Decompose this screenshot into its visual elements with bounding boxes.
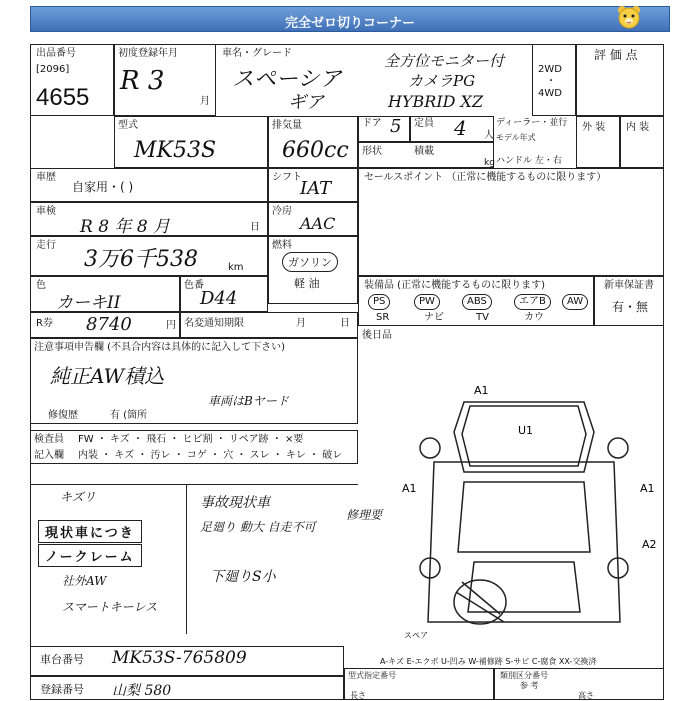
u1-mark: U1 [518, 424, 534, 437]
insp-stamp2: ノークレーム [38, 544, 142, 567]
equip-ps: PS [368, 294, 390, 310]
eval-label: 評 価 点 [594, 48, 638, 62]
int-label: 内 装 [626, 122, 650, 133]
fuel-value-text: ガソリン [288, 256, 332, 269]
drive-dot: ・ [546, 76, 556, 87]
reg-value: 山梨 580 [112, 683, 172, 699]
ext-label: 外 装 [582, 122, 606, 133]
legend: A-キズ E-エクボ U-凹み W-補修跡 S-サビ C-腐食 XX-交換済 [380, 657, 597, 666]
model-value: MK53S [134, 138, 217, 163]
recycle-label: R券 [36, 318, 53, 329]
class-label: 類別区分番号 [500, 671, 548, 680]
fuel-label: 燃料 [272, 240, 292, 251]
km-unit: km [228, 262, 244, 273]
notes-line1: 純正AW積込 [50, 364, 165, 388]
chassis-value: MK53S-765809 [112, 648, 247, 668]
later-items-label: 後日品 [362, 330, 392, 341]
disp-value: 660cc [282, 138, 349, 163]
colorno-value: D44 [200, 288, 238, 309]
insp-hw1: キズリ [60, 490, 96, 504]
entry-label: 記入欄 [34, 450, 64, 461]
tax-month: 月 [296, 318, 306, 329]
notes-line2: 車両はBヤード [208, 394, 289, 408]
cert-label: 型式指定番号 [348, 671, 396, 680]
equip-aw: AW [562, 294, 588, 310]
a1-top: A1 [474, 384, 489, 397]
mileage-label: 走行 [36, 240, 56, 251]
name-label: 車名・グレード [222, 48, 292, 59]
tax-label: 名変通知期限 [184, 318, 244, 329]
model-label: 型式 [118, 120, 138, 131]
fuel-value [282, 252, 338, 272]
first-reg-value: R 3 [120, 66, 165, 96]
equip-pw: PW [414, 294, 440, 310]
a1-right: A1 [640, 482, 655, 495]
sales-label: セールスポイント （正常に機能するものに限ります） [364, 172, 607, 183]
insp-hw3: スマートキーレス [62, 600, 158, 614]
history-cell [30, 168, 268, 202]
equip-airbag: エアB [514, 294, 551, 310]
model-year-label: モデル年式 [496, 133, 536, 142]
insp-box3: 修理要 [346, 508, 383, 522]
dealer-label: ディーラー・並行 [496, 118, 568, 128]
banner-title: 完全ゼロ切りコーナー [284, 16, 415, 31]
month-unit: 月 [200, 96, 210, 107]
equip-cow: カウ [524, 312, 544, 323]
insp-hw2: 社外AW [62, 574, 107, 588]
history-label: 車歴 [36, 172, 56, 183]
length-label: 長さ [350, 691, 366, 700]
new-label: 新車保証書 [604, 280, 654, 291]
first-reg-label: 初度登録年月 [118, 48, 178, 59]
lot-label: 出品番号 [36, 48, 76, 59]
inspect-value: R 8 年 8 月 [80, 217, 171, 237]
a1-left: A1 [402, 482, 417, 495]
shape-label: 形状 [362, 146, 382, 157]
a2-mark: A2 [642, 538, 657, 551]
check-row1: FW ・ キズ ・ 飛石 ・ ヒビ割 ・ リペア跡 ・ ×要 [78, 434, 304, 445]
insp-box2: 足廻り 動大 自走不可 [200, 520, 316, 534]
lot-sub: [2096] [36, 64, 70, 75]
day-unit: 日 [250, 222, 260, 233]
color-label: 色 [36, 280, 46, 291]
divider-inspection-mid [186, 484, 187, 634]
recycle-value: 8740 [86, 314, 132, 335]
note1: 全方位モニター付 [384, 52, 505, 70]
ac-label: 冷房 [272, 206, 292, 217]
name-value: スペーシア [232, 67, 342, 92]
history-value: 自家用・( ) [72, 180, 134, 194]
mileage-value: 3万6千538 [84, 247, 198, 272]
yen-unit: 円 [166, 320, 176, 331]
colorno-label: 色番 [184, 280, 204, 291]
handle-label: ハンドル 左・右 [496, 156, 562, 166]
notes-title: 注意事項申告欄 (不具合内容は具体的に記入して下さい) [34, 342, 285, 353]
mascot-bear-icon-right [614, 3, 644, 33]
cap-label: 定員 [414, 118, 434, 129]
car-diagram [384, 372, 664, 652]
chassis-label: 車台番号 [40, 653, 84, 666]
disp-label: 排気量 [272, 120, 302, 131]
door-value: 5 [390, 116, 402, 137]
inspect-label: 車検 [36, 206, 56, 217]
load-label: 積載 [414, 146, 434, 157]
lot-number: 4655 [36, 84, 90, 111]
grade-value: ギア [288, 92, 324, 113]
fuel-light: 軽 油 [294, 277, 320, 290]
note3: HYBRID XZ [388, 92, 484, 111]
sales-cell [358, 168, 664, 276]
new-value: 有・無 [612, 300, 649, 314]
reg-label: 登録番号 [40, 683, 84, 696]
insp-box4: 下廻りS小 [210, 569, 276, 585]
repair-label: 修復歴 [48, 410, 78, 421]
door-label: ドア [362, 118, 382, 129]
person-unit: 人 [484, 130, 494, 141]
tax-day: 日 [340, 318, 350, 329]
divider-inspection [30, 484, 358, 485]
cap-value: 4 [454, 116, 467, 140]
equip-tv: TV [476, 312, 489, 323]
drive-2wd: 2WD [538, 64, 562, 75]
spare-label: スペア [404, 631, 428, 640]
header-banner [30, 6, 670, 32]
insp-box1: 事故現状車 [200, 495, 270, 511]
equip-abs: ABS [462, 294, 492, 310]
drive-4wd: 4WD [538, 88, 562, 99]
color-value: カーキII [56, 293, 121, 313]
check-row2: 内装 ・ キズ ・ 汚レ ・ コゲ ・ 穴 ・ スレ ・ キレ ・ 破レ [78, 450, 343, 461]
inspector-label: 検査員 [34, 434, 64, 445]
shift-value: IAT [300, 178, 332, 199]
shift-label: シフト [272, 172, 302, 183]
kg-unit: kg [484, 158, 495, 168]
ref-label: 参 考 [520, 681, 539, 690]
repair-value: 有 (箇所 [110, 410, 148, 421]
note2: カメラPG [408, 72, 476, 90]
equip-label: 装備品 (正常に機能するものに限ります) [364, 280, 545, 291]
ac-value: AAC [300, 214, 336, 233]
equip-sr: SR [376, 312, 390, 323]
height-label: 高さ [578, 691, 594, 700]
equip-navi: ナビ [424, 312, 444, 323]
insp-stamp1: 現状車につき [38, 520, 142, 543]
